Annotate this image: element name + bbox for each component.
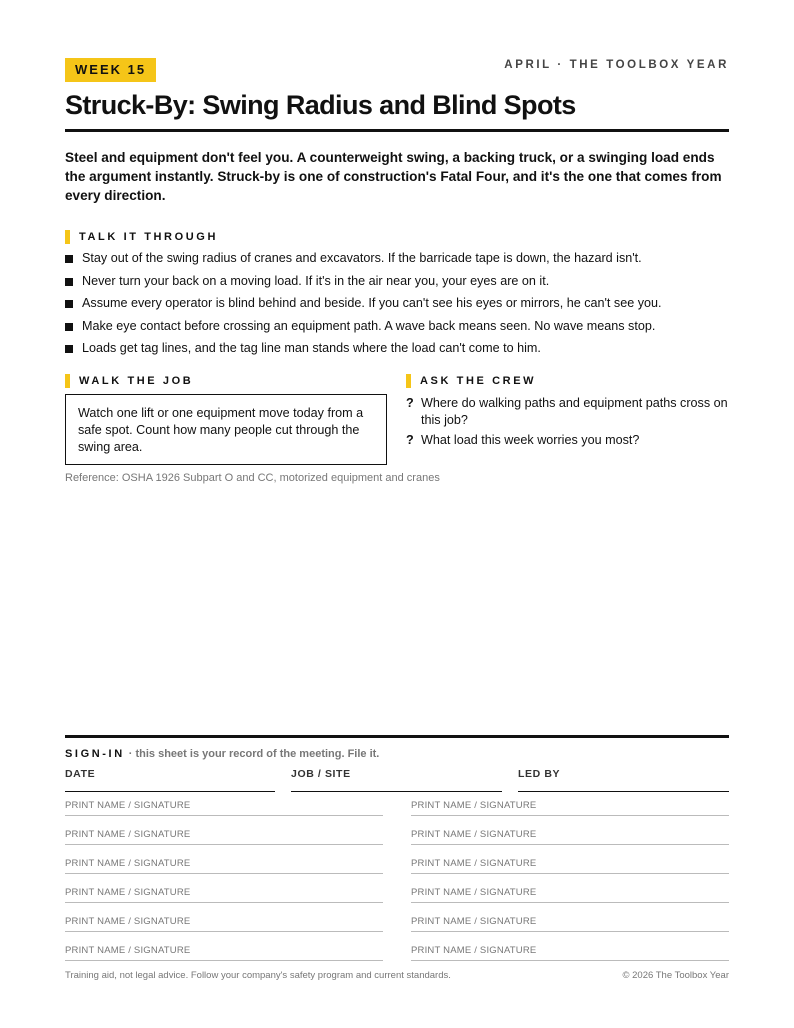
- intro-paragraph: Steel and equipment don't feel you. A counterweight swing, a backing truck, or a swinging load ends the argument instantly. Struck-by is one of construction's Fatal Four, and it's the one that comes from every direction.: [65, 150, 722, 203]
- crew-item-text: Where do walking paths and equipment paths cross on this job?: [421, 396, 728, 427]
- signature-line-label: PRINT NAME / SIGNATURE: [411, 945, 537, 956]
- square-bullet-icon: [65, 255, 73, 263]
- signin-heading: [65, 748, 379, 760]
- date-field[interactable]: [65, 768, 275, 792]
- reference-note: Reference: OSHA 1926 Subpart O and CC, motorized equipment and cranes: [65, 472, 440, 484]
- talk-item-text: Make eye contact before crossing an equipment path. A wave back means seen. No wave means stop.: [82, 318, 656, 333]
- talk-item-text: Assume every operator is blind behind and beside. If you can't see his eyes or mirrors, he can't see you.: [82, 296, 662, 310]
- square-bullet-icon: [65, 323, 73, 331]
- square-bullet-icon: [65, 345, 73, 353]
- disclaimer-text: Training aid, not legal advice. Follow your company's safety program and current standards.: [65, 970, 451, 981]
- copyright-text: © 2026 The Toolbox Year: [622, 970, 729, 981]
- list-item: [406, 432, 729, 449]
- month-label: APRIL · THE TOOLBOX YEAR: [504, 59, 729, 71]
- signature-line[interactable]: [411, 916, 729, 932]
- signature-line-label: PRINT NAME / SIGNATURE: [411, 829, 537, 840]
- signin-note: · this sheet is your record of the meeting. File it.: [128, 748, 380, 760]
- crew-list: [406, 395, 729, 452]
- signature-line-label: PRINT NAME / SIGNATURE: [65, 829, 191, 840]
- list-item: [65, 273, 729, 296]
- list-item: [65, 295, 729, 318]
- crew-item-text: What load this week worries you most?: [421, 433, 640, 447]
- walk-heading: WALK THE JOB: [65, 374, 193, 388]
- list-item: [65, 340, 729, 363]
- signature-line[interactable]: [411, 829, 729, 845]
- question-mark-icon: ?: [406, 433, 414, 447]
- job-site-field[interactable]: [291, 768, 502, 792]
- signature-line-label: PRINT NAME / SIGNATURE: [411, 858, 537, 869]
- week-badge: WEEK 15: [65, 58, 156, 82]
- signature-line-label: PRINT NAME / SIGNATURE: [411, 916, 537, 927]
- walk-box: Watch one lift or one equipment move today from a safe spot. Count how many people cut through the swing area.: [65, 394, 387, 465]
- date-label: DATE: [65, 768, 96, 780]
- crew-heading: ASK THE CREW: [406, 374, 536, 388]
- signature-line[interactable]: [411, 945, 729, 961]
- signin-title: SIGN-IN: [65, 748, 125, 760]
- question-mark-icon: ?: [406, 396, 414, 410]
- talk-heading: TALK IT THROUGH: [65, 230, 218, 244]
- list-item: [65, 250, 729, 273]
- signature-line-label: PRINT NAME / SIGNATURE: [65, 858, 191, 869]
- title-divider: [65, 129, 729, 132]
- signature-line[interactable]: [411, 887, 729, 903]
- square-bullet-icon: [65, 278, 73, 286]
- signature-line[interactable]: [65, 800, 383, 816]
- signature-line-label: PRINT NAME / SIGNATURE: [411, 800, 537, 811]
- talk-item-text: Stay out of the swing radius of cranes and excavators. If the barricade tape is down, the hazard isn't.: [82, 251, 642, 265]
- led-by-label: LED BY: [518, 768, 561, 780]
- signature-line-label: PRINT NAME / SIGNATURE: [65, 800, 191, 811]
- job-site-label: JOB / SITE: [291, 768, 351, 780]
- page-title: Struck-By: Swing Radius and Blind Spots: [65, 90, 576, 120]
- header-row: [65, 58, 729, 82]
- led-by-field[interactable]: [518, 768, 729, 792]
- signature-line[interactable]: [65, 829, 383, 845]
- list-item: [406, 395, 729, 429]
- signature-line-label: PRINT NAME / SIGNATURE: [65, 887, 191, 898]
- signature-line-label: PRINT NAME / SIGNATURE: [65, 945, 191, 956]
- signin-divider: [65, 735, 729, 738]
- talk-item-text: Loads get tag lines, and the tag line man stands where the load can't come to him.: [82, 341, 541, 355]
- signature-line-label: PRINT NAME / SIGNATURE: [65, 916, 191, 927]
- list-item: [65, 318, 729, 341]
- signature-line[interactable]: [65, 887, 383, 903]
- signature-line[interactable]: [411, 800, 729, 816]
- square-bullet-icon: [65, 300, 73, 308]
- talk-item-text: Never turn your back on a moving load. If it's in the air near you, your eyes are on it.: [82, 273, 550, 288]
- talk-list: [65, 250, 729, 363]
- toolbox-talk-sheet: [65, 0, 729, 1028]
- signature-line-label: PRINT NAME / SIGNATURE: [411, 887, 537, 898]
- signature-line[interactable]: [65, 858, 383, 874]
- signature-line[interactable]: [65, 916, 383, 932]
- signature-line[interactable]: [65, 945, 383, 961]
- signature-line[interactable]: [411, 858, 729, 874]
